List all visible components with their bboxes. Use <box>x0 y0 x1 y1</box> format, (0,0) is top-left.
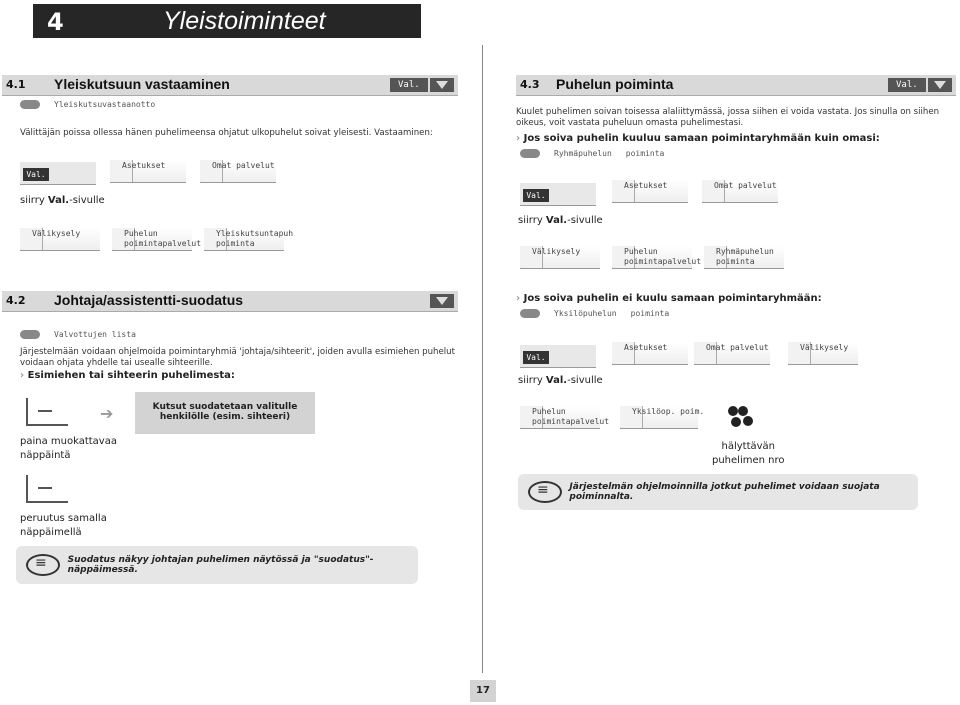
val-selector[interactable]: Val. <box>523 351 549 364</box>
step-siirry <box>518 375 603 386</box>
crumb-pill-icon <box>20 100 40 109</box>
step-peruutus <box>20 512 107 540</box>
key-label <box>532 407 609 427</box>
phone-key-icon <box>26 398 68 426</box>
step-bold: Val. <box>47 195 70 206</box>
softkey-ryhmapuhelun-poiminta[interactable] <box>704 246 784 269</box>
section-4-2-hint: › Esimiehen tai sihteerin puhelimesta: <box>20 370 235 381</box>
section-4-1-desc: Välittäjän poissa ollessa hänen puhelimeensa ohjatut ulkopuhelut soivat yleisesti. Vastaaminen: <box>20 128 433 138</box>
step-text: peruutus samalla <box>20 513 107 524</box>
arrow-down-icon <box>430 78 454 92</box>
arrow-right-icon: ➔ <box>100 404 114 423</box>
key-label <box>124 229 201 249</box>
chapter-title: Yleistoiminteet <box>163 7 326 35</box>
key-label <box>624 247 701 267</box>
val-selector[interactable]: Val. <box>523 189 549 202</box>
arrow-down-icon <box>928 78 952 92</box>
step-text: -sivulle <box>567 375 603 386</box>
alarm-text: hälyttävän <box>721 441 775 452</box>
section-4-2-desc: Järjestelmään voidaan ohjelmoida poimintaryhmiä 'johtaja/sihteerit', joiden avulla esimiehen puhelut voidaan ohjata yhdelle tai usealle sihteerille. <box>20 347 455 368</box>
filter-note <box>16 546 418 584</box>
key-label: Omat palvelut <box>714 181 777 190</box>
note-text: Suodatus näkyy johtajan puhelimen näytössä ja "suodatus"-näppäimessä. <box>67 555 374 575</box>
key-line: Puhelun <box>624 247 658 256</box>
breadcrumb <box>520 149 664 158</box>
step-siirry <box>20 195 105 206</box>
step-text: -sivulle <box>567 215 603 226</box>
step-bold: Val. <box>545 215 568 226</box>
keypad-svg <box>726 405 756 429</box>
crumb-pill-icon <box>520 149 540 158</box>
key-label: Välikysely <box>800 343 849 352</box>
section-4-1-header <box>2 75 458 96</box>
breadcrumb <box>20 330 136 339</box>
crumb-text: poiminta <box>630 309 670 318</box>
keypad-icon <box>726 405 756 429</box>
key-line: Puhelun <box>532 407 566 416</box>
crumb-text: Yleiskutsuvastaanotto <box>54 100 156 109</box>
section-4-3-hint-2: › Jos soiva puhelin ei kuulu samaan poimintaryhmään: <box>516 293 822 304</box>
softkey-yleiskutsu-poiminta[interactable] <box>204 228 294 251</box>
key-line: poimintapalvelut <box>124 239 202 248</box>
key-line: Puhelun <box>124 229 158 238</box>
key-line: poimintapalvelut <box>532 417 610 426</box>
softkey-asetukset[interactable] <box>612 180 688 203</box>
step-text: näppäimellä <box>20 527 82 538</box>
crumb-text: Ryhmäpuhelun <box>554 149 612 158</box>
crumb-text: poiminta <box>625 149 665 158</box>
crumb-text: Valvottujen lista <box>54 330 136 339</box>
softkey-asetukset[interactable] <box>110 160 186 183</box>
arrow-down-icon <box>430 294 454 308</box>
section-title: Puhelun poiminta <box>556 76 674 92</box>
step-text: -sivulle <box>69 195 105 206</box>
phone-screen <box>20 162 96 185</box>
key-label <box>716 247 774 267</box>
crumb-pill-icon <box>20 330 40 339</box>
key-label: Asetukset <box>624 181 668 190</box>
section-number: 4.1 <box>6 78 26 91</box>
section-number: 4.2 <box>6 294 26 307</box>
step-siirry <box>518 215 603 226</box>
softkey-valikysely[interactable] <box>20 228 100 251</box>
key-label: Omat palvelut <box>212 161 275 170</box>
softkey-omat-palvelut[interactable] <box>702 180 778 203</box>
section-4-3-hint-1: › Jos soiva puhelin kuuluu samaan poimintaryhmään kuin omasi: <box>516 133 880 144</box>
key-label: Välikysely <box>32 229 81 238</box>
note-icon <box>26 554 58 576</box>
section-4-2-header <box>2 291 458 312</box>
softkey-omat-palvelut[interactable] <box>694 342 770 365</box>
section-number: 4.3 <box>520 78 540 91</box>
val-chip[interactable]: Val. <box>888 78 926 92</box>
softkey-yksiloop-poim[interactable] <box>620 406 705 429</box>
key-line: Yleiskutsuntapuh <box>216 229 294 238</box>
step-text: näppäintä <box>20 450 71 461</box>
key-label: Yksilöop. poim. <box>632 407 705 416</box>
alarm-label <box>712 440 785 468</box>
softkey-valikysely[interactable] <box>788 342 858 365</box>
column-divider <box>482 45 483 673</box>
softkey-puhelun-poimintapalvelut[interactable] <box>520 406 610 429</box>
step-paina <box>20 435 117 463</box>
breadcrumb <box>20 100 155 109</box>
crumb-pill-icon <box>520 309 540 318</box>
key-label: Asetukset <box>624 343 668 352</box>
phone-screen <box>520 183 596 206</box>
phone-key-icon <box>26 475 68 503</box>
section-4-3-desc: Kuulet puhelimen soivan toisessa alaliittymässä, jossa siihen ei voida vastata. Jos sinulla on siihen oikeus, voit vastata puheluun omasta puhelimestasi. <box>516 107 940 128</box>
softkey-omat-palvelut[interactable] <box>200 160 276 183</box>
key-label: Omat palvelut <box>706 343 769 352</box>
page-number: 17 <box>470 680 496 702</box>
step-text: siirry <box>518 375 546 386</box>
section-4-3-header <box>516 75 956 96</box>
val-chip[interactable]: Val. <box>390 78 428 92</box>
breadcrumb <box>520 309 669 318</box>
key-label <box>216 229 293 249</box>
pickup-note <box>518 474 918 510</box>
key-line: Ryhmäpuhelun <box>716 247 774 256</box>
phone-screen <box>520 345 596 368</box>
alarm-text: puhelimen nro <box>712 455 785 466</box>
softkey-puhelun-poimintapalvelut[interactable] <box>612 246 702 269</box>
step-text: paina muokattavaa <box>20 436 117 447</box>
key-label: Asetukset <box>122 161 166 170</box>
val-selector[interactable]: Val. <box>23 168 49 181</box>
step-bold: Val. <box>545 375 568 386</box>
section-title: Johtaja/assistentti-suodatus <box>54 292 244 308</box>
key-label: Välikysely <box>532 247 581 256</box>
filter-info-box: Kutsut suodatetaan valitulle henkilölle (esim. sihteeri) <box>135 392 315 434</box>
step-text: siirry <box>20 195 48 206</box>
note-text: Järjestelmän ohjelmoinnilla jotkut puhelimet voidaan suojata poiminnalta. <box>569 482 880 502</box>
crumb-text: Yksilöpuhelun <box>554 309 617 318</box>
softkey-asetukset[interactable] <box>612 342 688 365</box>
key-line: poiminta <box>216 239 255 248</box>
softkey-puhelun-poimintapalvelut[interactable] <box>112 228 202 251</box>
step-text: siirry <box>518 215 546 226</box>
section-title: Yleiskutsuun vastaaminen <box>54 76 230 92</box>
key-line: poiminta <box>716 257 755 266</box>
note-icon <box>528 481 559 503</box>
softkey-valikysely[interactable] <box>520 246 600 269</box>
key-line: poimintapalvelut <box>624 257 702 266</box>
chapter-header <box>33 4 421 38</box>
chapter-number: 4 <box>47 8 64 36</box>
